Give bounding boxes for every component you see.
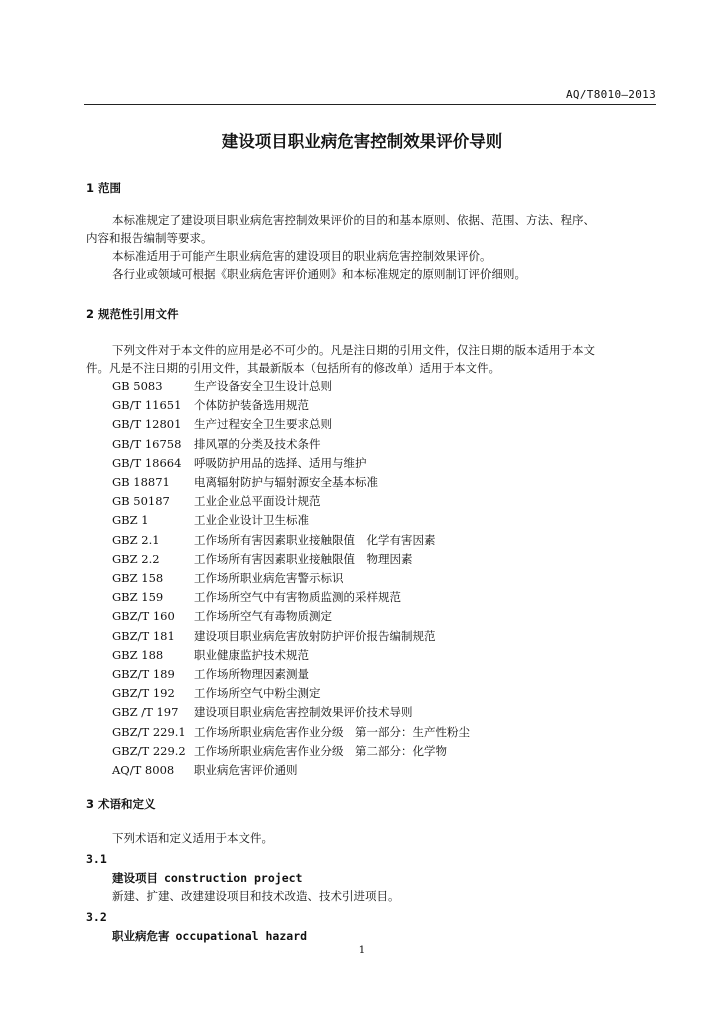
term-3-1-en: construction project: [164, 871, 303, 885]
reference-title: 职业健康监护技术规范: [194, 647, 309, 662]
reference-title: 工作场所有害因素职业接触限值 化学有害因素: [194, 532, 436, 547]
reference-code: GBZ 1: [112, 513, 149, 528]
section-2-heading: 2 规范性引用文件: [86, 307, 179, 321]
reference-item: [112, 512, 309, 528]
reference-code: GBZ 158: [112, 571, 164, 585]
reference-item: [112, 647, 309, 663]
reference-code: GBZ 2.2: [112, 551, 160, 566]
term-3-2-number: 3.2: [86, 910, 107, 924]
reference-title: 工业企业设计卫生标准: [194, 513, 309, 528]
s1-paragraph-1a: 本标准规定了建设项目职业病危害控制效果评价的目的和基本原则、依据、范围、方法、程序、: [112, 213, 595, 227]
reference-title: 工作场所有害因素职业接触限值 物理因素: [194, 551, 413, 566]
reference-item: [112, 378, 332, 394]
s2-paragraph-1a: 下列文件对于本文件的应用是必不可少的。凡是注日期的引用文件，仅注日期的版本适用于本文: [112, 343, 595, 357]
reference-item: [112, 474, 378, 490]
term-3-1-name: [112, 870, 302, 886]
reference-item: [112, 628, 436, 644]
reference-item: [112, 666, 309, 682]
reference-title: 工作场所物理因素测量: [194, 667, 309, 681]
reference-title: 工业企业总平面设计规范: [194, 494, 321, 509]
reference-title: 工作场所职业病危害作业分级 第一部分：生产性粉尘: [194, 724, 470, 739]
reference-item: [112, 704, 413, 720]
s1-paragraph-2: 本标准适用于可能产生职业病危害的建设项目的职业病危害控制效果评价。: [112, 249, 492, 263]
reference-title: 工作场所空气中粉尘测定: [194, 686, 321, 701]
reference-item: [112, 397, 309, 413]
reference-code: GBZ 188: [112, 647, 164, 662]
reference-code: GBZ/T 229.2: [112, 743, 186, 758]
reference-item: [112, 455, 367, 471]
s2-paragraph-1b: 件。凡是不注日期的引用文件，其最新版本（包括所有的修改单）适用于本文件。: [86, 361, 500, 375]
reference-code: GB/T 12801: [112, 417, 182, 432]
reference-title: 工作场所职业病危害警示标识: [194, 571, 344, 585]
reference-code: GBZ /T 197: [112, 705, 179, 720]
s1-paragraph-3: 各行业或领域可根据《职业病危害评价通则》和本标准规定的原则制订评价细则。: [112, 267, 526, 281]
reference-code: GB/T 11651: [112, 398, 182, 413]
standard-code: AQ/T8010—2013: [566, 88, 656, 101]
reference-code: AQ/T 8008: [112, 763, 175, 777]
reference-title: 建设项目职业病危害放射防护评价报告编制规范: [194, 628, 436, 643]
reference-code: GB 50187: [112, 494, 170, 509]
reference-item: [112, 724, 470, 740]
reference-title: 职业病危害评价通则: [194, 763, 298, 777]
reference-code: GBZ/T 229.1: [112, 724, 186, 739]
reference-code: GB 18871: [112, 475, 170, 489]
reference-code: GB/T 16758: [112, 436, 182, 451]
reference-item: [112, 589, 401, 605]
reference-title: 工作场所空气中有害物质监测的采样规范: [194, 590, 401, 605]
reference-item: [112, 493, 321, 509]
reference-title: 排风罩的分类及技术条件: [194, 436, 321, 451]
reference-code: GBZ/T 160: [112, 609, 175, 624]
reference-title: 生产过程安全卫生要求总则: [194, 417, 332, 432]
reference-code: GBZ/T 192: [112, 686, 175, 701]
section-1-heading: 1 范围: [86, 181, 122, 195]
reference-title: 工作场所空气有毒物质测定: [194, 609, 332, 624]
s3-intro: 下列术语和定义适用于本文件。: [112, 831, 273, 845]
term-3-1-definition: 新建、扩建、改建建设项目和技术改造、技术引进项目。: [112, 889, 400, 903]
reference-item: [112, 416, 332, 432]
reference-item: [112, 570, 344, 586]
term-3-2-en: occupational hazard: [175, 929, 308, 943]
reference-title: 工作场所职业病危害作业分级 第二部分：化学物: [194, 743, 447, 758]
s1-paragraph-1b: 内容和报告编制等要求。: [86, 231, 213, 245]
header-rule: [84, 104, 656, 105]
reference-title: 呼吸防护用品的选择、适用与维护: [194, 455, 367, 470]
term-3-1-cn: 建设项目: [112, 871, 158, 885]
reference-code: GBZ 2.1: [112, 532, 160, 547]
reference-item: [112, 608, 332, 624]
page-number: 1: [358, 944, 366, 956]
reference-code: GB/T 18664: [112, 455, 182, 470]
reference-item: [112, 762, 298, 778]
reference-title: 个体防护装备选用规范: [194, 398, 309, 413]
reference-code: GBZ 159: [112, 590, 164, 605]
reference-item: [112, 436, 321, 452]
reference-item: [112, 743, 447, 759]
reference-item: [112, 685, 321, 701]
reference-code: GBZ/T 189: [112, 667, 175, 681]
reference-title: 建设项目职业病危害控制效果评价技术导则: [194, 705, 413, 720]
reference-code: GBZ/T 181: [112, 628, 175, 643]
term-3-2-name: [112, 928, 307, 944]
term-3-2-cn: 职业病危害: [112, 929, 170, 943]
reference-title: 生产设备安全卫生设计总则: [194, 379, 332, 393]
reference-title: 电离辐射防护与辐射源安全基本标准: [194, 475, 378, 489]
reference-code: GB 5083: [112, 379, 163, 393]
document-title: 建设项目职业病危害控制效果评价导则: [221, 132, 503, 151]
section-3-heading: 3 术语和定义: [86, 797, 156, 811]
reference-item: [112, 551, 413, 567]
reference-item: [112, 532, 436, 548]
term-3-1-number: 3.1: [86, 852, 107, 866]
